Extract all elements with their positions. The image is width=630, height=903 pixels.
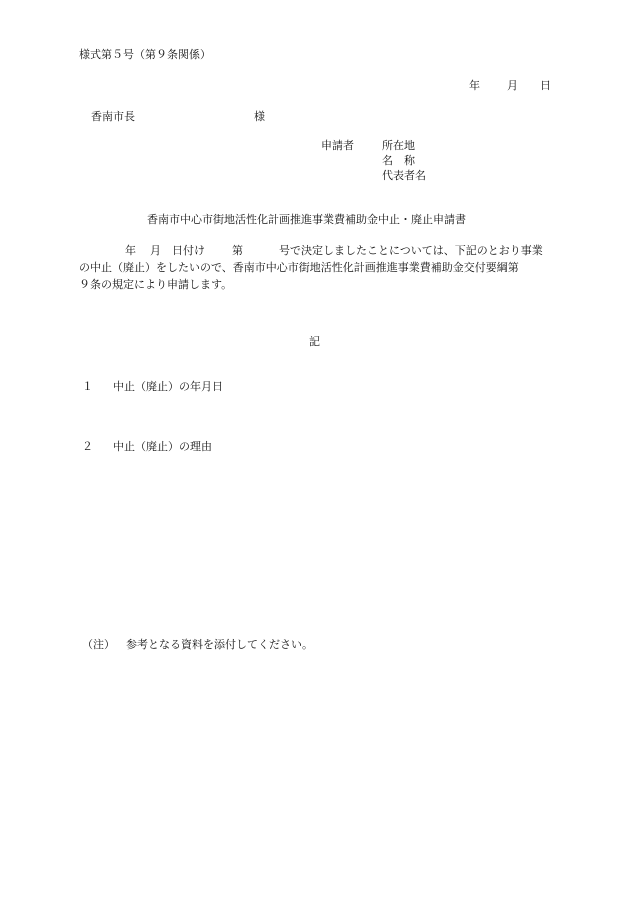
body-dai-label: 第 xyxy=(232,244,243,257)
applicant-label: 申請者 xyxy=(321,139,354,152)
applicant-name-label: 名 称 xyxy=(382,154,415,167)
body-paragraph xyxy=(79,242,554,293)
date-day-label: 日 xyxy=(540,79,551,92)
note-text: 参考となる資料を添付してください。 xyxy=(126,638,313,651)
item-number: ２ xyxy=(82,440,93,453)
body-line-1-rest: 号で決定しましたことについては、下記のとおり事業 xyxy=(279,244,543,257)
item-label: 中止（廃止）の理由 xyxy=(113,440,212,453)
item-label: 中止（廃止）の年月日 xyxy=(113,380,223,393)
body-line-1 xyxy=(79,242,554,259)
body-line-3: ９条の規定により申請します。 xyxy=(79,278,233,291)
item-number: １ xyxy=(82,380,93,393)
document-title: 香南市中心市街地活性化計画推進事業費補助金中止・廃止申請書 xyxy=(147,213,466,226)
applicant-address-label: 所在地 xyxy=(382,139,415,152)
date-month-label: 月 xyxy=(507,79,518,92)
form-number: 様式第５号（第９条関係） xyxy=(79,48,211,61)
addressee-name: 香南市長 xyxy=(91,110,135,123)
ki-heading: 記 xyxy=(309,335,320,348)
body-line-2: の中止（廃止）をしたいので、香南市中心市街地活性化計画推進事業費補助金交付要綱第 xyxy=(79,261,519,274)
applicant-representative-label: 代表者名 xyxy=(382,169,426,182)
body-year-label: 年 xyxy=(125,244,136,257)
date-year-label: 年 xyxy=(469,79,480,92)
body-date-attached-label: 日付け xyxy=(172,244,205,257)
addressee-honorific: 様 xyxy=(254,110,265,123)
note-label: （注） xyxy=(82,638,115,651)
body-month-label: 月 xyxy=(150,244,161,257)
